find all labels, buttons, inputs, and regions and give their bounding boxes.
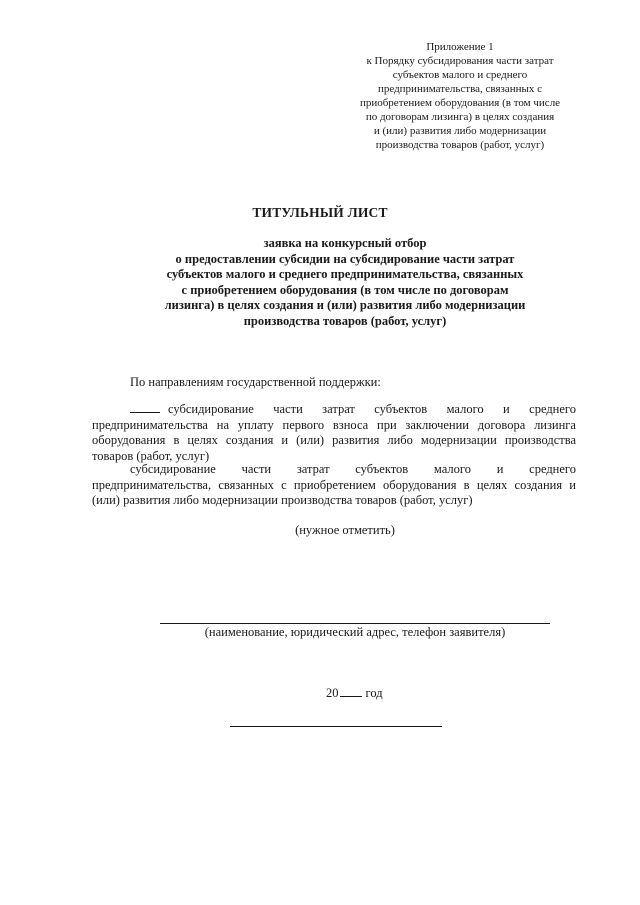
appendix-line: приобретением оборудования (в том числе <box>359 97 561 109</box>
support-option-2 <box>92 462 576 509</box>
year-suffix: год <box>365 686 383 700</box>
option-line: предпринимательства, связанных с приобретением оборудования в целях создания и <box>92 477 576 492</box>
option-1-checkmark-blank[interactable] <box>130 402 160 413</box>
option-first-line <box>92 402 576 418</box>
subtitle-line: лизинга) в целях создания и (или) развития либо модернизации <box>164 298 526 312</box>
appendix-line: производства товаров (работ, услуг) <box>375 139 545 151</box>
page-title: ТИТУЛЬНЫЙ ЛИСТ <box>252 205 388 220</box>
appendix-line: по договорам лизинга) в целях создания <box>365 111 555 123</box>
option-line: оборудования в целях создания и (или) развития либо модернизации производства <box>92 433 576 447</box>
selection-note: (нужное отметить) <box>295 523 395 537</box>
support-directions-label: По направлениям государственной поддержки: <box>130 375 381 389</box>
year-field <box>326 686 383 701</box>
subtitle-line: заявка на конкурсный отбор <box>263 236 427 250</box>
subtitle-line: о предоставлении субсидии на субсидирование части затрат <box>175 251 515 266</box>
year-blank[interactable] <box>340 687 362 697</box>
appendix-line: Приложение 1 <box>426 41 494 53</box>
appendix-line: субъектов малого и среднего <box>392 69 528 81</box>
appendix-reference <box>340 40 580 152</box>
appendix-line: к Порядку субсидирования части затрат <box>366 55 554 67</box>
appendix-line: и (или) развития либо модернизации <box>373 125 547 137</box>
option-line: (или) развития либо модернизации производства товаров (работ, услуг) <box>92 493 473 507</box>
year-prefix: 20 <box>326 686 339 700</box>
option-line: субсидирование части затрат субъектов малого и среднего <box>130 462 576 476</box>
option-line: товаров (работ, услуг) <box>92 448 210 463</box>
subtitle-line: производства товаров (работ, услуг) <box>243 313 447 328</box>
bottom-signature-line[interactable] <box>230 726 442 727</box>
subtitle-line: с приобретением оборудования (в том числе по договорам <box>181 282 509 297</box>
appendix-line: предпринимательства, связанных с <box>377 83 543 95</box>
application-subtitle <box>110 236 580 329</box>
support-option-1 <box>92 402 576 464</box>
option-first-line <box>92 462 576 478</box>
subtitle-line: субъектов малого и среднего предпринимательства, связанных <box>166 267 524 281</box>
option-line: субсидирование части затрат субъектов малого и среднего <box>168 402 576 416</box>
applicant-signature-line[interactable] <box>160 623 550 624</box>
applicant-field-label: (наименование, юридический адрес, телефон заявителя) <box>204 625 506 639</box>
option-line: предпринимательства на уплату первого взноса при заключении договора лизинга <box>92 417 576 432</box>
